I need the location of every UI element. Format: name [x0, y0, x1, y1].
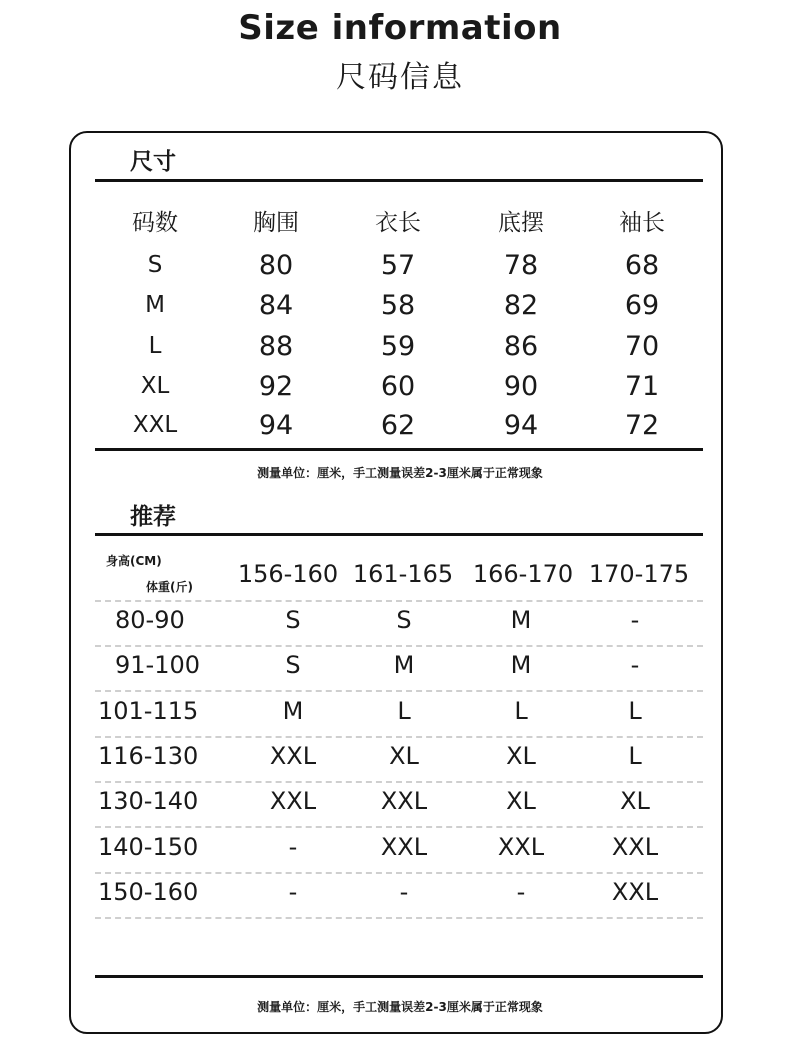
- recommended-size-cell: -: [399, 878, 409, 906]
- size-value-cell: 69: [624, 290, 660, 321]
- recommended-size-cell: XL: [389, 742, 419, 770]
- page-title-cn: 尺码信息: [336, 60, 464, 95]
- recommended-size-cell: XXL: [269, 742, 317, 770]
- size-header-chest: 胸围: [253, 210, 299, 236]
- recommended-size-cell: -: [516, 878, 526, 906]
- size-value-cell: 68: [624, 250, 660, 281]
- weight-range-label: 140-150: [98, 833, 199, 861]
- height-range-1: 156-160: [237, 560, 339, 588]
- size-value-cell: 62: [380, 410, 416, 441]
- recommended-size-cell: -: [630, 606, 640, 634]
- recommended-size-cell: S: [396, 606, 412, 634]
- weight-range-label: 80-90: [115, 606, 185, 634]
- row-divider: [95, 872, 703, 874]
- size-header-length: 衣长: [375, 210, 421, 236]
- row-divider: [95, 645, 703, 647]
- size-value-cell: 84: [258, 290, 294, 321]
- size-value-cell: 94: [503, 410, 539, 441]
- height-range-3: 166-170: [472, 560, 574, 588]
- weight-range-label: 150-160: [98, 878, 199, 906]
- size-code-cell: XXL: [132, 412, 178, 438]
- weight-range-label: 116-130: [98, 742, 199, 770]
- size-header-sleeve: 袖长: [619, 210, 665, 236]
- height-axis-label: 身高(CM): [106, 554, 162, 568]
- page-title-en: Size information: [238, 8, 562, 48]
- size-value-cell: 90: [503, 371, 539, 402]
- recommended-size-cell: XL: [620, 787, 650, 815]
- size-note: 测量单位：厘米，手工测量误差2-3厘米属于正常现象: [257, 466, 543, 480]
- row-divider: [95, 600, 703, 602]
- size-table-bottom-line: [95, 448, 703, 451]
- size-value-cell: 78: [503, 250, 539, 281]
- size-value-cell: 71: [624, 371, 660, 402]
- row-divider: [95, 781, 703, 783]
- size-value-cell: 86: [503, 331, 539, 362]
- size-value-cell: 92: [258, 371, 294, 402]
- size-section-divider: [95, 179, 703, 182]
- size-value-cell: 59: [380, 331, 416, 362]
- row-divider: [95, 917, 703, 919]
- size-value-cell: 80: [258, 250, 294, 281]
- size-header-code: 码数: [132, 210, 178, 236]
- recommended-size-cell: XL: [506, 787, 536, 815]
- recommended-size-cell: XXL: [269, 787, 317, 815]
- size-value-cell: 57: [380, 250, 416, 281]
- recommended-size-cell: L: [514, 697, 528, 725]
- size-value-cell: 94: [258, 410, 294, 441]
- recommend-table-bottom-line: [95, 975, 703, 978]
- size-code-cell: S: [147, 252, 163, 278]
- recommended-size-cell: L: [397, 697, 411, 725]
- size-value-cell: 58: [380, 290, 416, 321]
- weight-range-label: 130-140: [98, 787, 199, 815]
- recommended-size-cell: L: [628, 697, 642, 725]
- recommended-size-cell: L: [628, 742, 642, 770]
- recommended-size-cell: S: [285, 651, 301, 679]
- recommended-size-cell: M: [393, 651, 415, 679]
- recommend-section-divider: [95, 533, 703, 536]
- height-range-4: 170-175: [588, 560, 690, 588]
- size-value-cell: 60: [380, 371, 416, 402]
- height-range-2: 161-165: [352, 560, 454, 588]
- size-code-cell: L: [148, 333, 162, 359]
- size-value-cell: 82: [503, 290, 539, 321]
- size-header-hem: 底摆: [498, 210, 544, 236]
- recommended-size-cell: -: [288, 833, 298, 861]
- row-divider: [95, 736, 703, 738]
- recommended-size-cell: XXL: [611, 833, 659, 861]
- size-code-cell: XL: [140, 373, 170, 399]
- size-value-cell: 72: [624, 410, 660, 441]
- recommended-size-cell: XXL: [380, 833, 428, 861]
- recommended-size-cell: M: [510, 651, 532, 679]
- size-section-title: 尺寸: [130, 149, 176, 175]
- recommended-size-cell: M: [282, 697, 304, 725]
- recommended-size-cell: -: [288, 878, 298, 906]
- size-value-cell: 70: [624, 331, 660, 362]
- recommended-size-cell: XXL: [380, 787, 428, 815]
- recommended-size-cell: S: [285, 606, 301, 634]
- recommended-size-cell: -: [630, 651, 640, 679]
- weight-range-label: 101-115: [98, 697, 199, 725]
- recommended-size-cell: XXL: [611, 878, 659, 906]
- weight-axis-label: 体重(斤): [146, 580, 193, 594]
- recommended-size-cell: M: [510, 606, 532, 634]
- row-divider: [95, 826, 703, 828]
- recommend-note: 测量单位：厘米，手工测量误差2-3厘米属于正常现象: [257, 1000, 543, 1014]
- row-divider: [95, 690, 703, 692]
- recommend-section-title: 推荐: [130, 504, 176, 530]
- recommended-size-cell: XXL: [497, 833, 545, 861]
- weight-range-label: 91-100: [115, 651, 201, 679]
- size-code-cell: M: [145, 292, 165, 318]
- recommended-size-cell: XL: [506, 742, 536, 770]
- size-value-cell: 88: [258, 331, 294, 362]
